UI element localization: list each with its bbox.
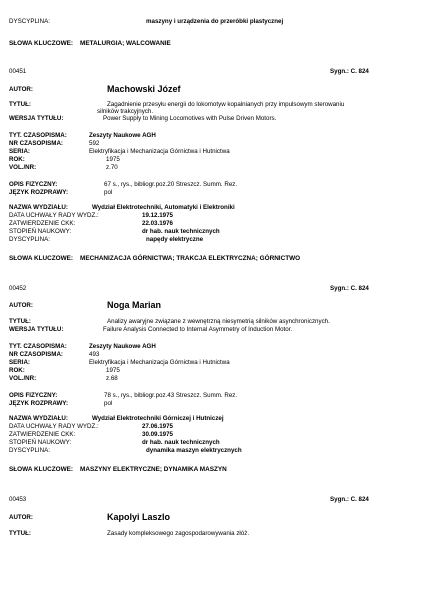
ckk-approval: 30.09.1975 — [142, 431, 173, 438]
volume-label: VOL./NR: — [9, 375, 37, 382]
dyscyplina-label: DYSCYPLINA: — [9, 18, 50, 25]
title-label: TYTUŁ: — [9, 530, 31, 537]
title-line-1: Zasady kompleksowego zagospodarowywania złóż. — [107, 530, 250, 537]
physical-description-label: OPIS FIZYCZNY: — [9, 181, 58, 188]
series-label: SERIA: — [9, 359, 30, 366]
ckk-approval-label: ZATWIERDZENIE CKK: — [9, 220, 76, 227]
journal-number-label: NR CZASOPISMA: — [9, 351, 63, 358]
year: 1975 — [106, 367, 120, 374]
physical-description: 67 s., rys., bibliogr.poz.20 Streszcz. Summ. Rez. — [104, 181, 238, 188]
keywords-value: MASZYNY ELEKTRYCZNE; DYNAMIKA MASZYN — [80, 466, 227, 473]
language: pol — [104, 400, 113, 407]
series: Elektryfikacja i Mechanizacja Górnictwa i Hutnictwa — [89, 148, 230, 155]
physical-description: 78 s., rys., bibliogr.poz.43 Streszcz. Summ. Rez. — [104, 392, 238, 399]
discipline-label: DYSCYPLINA: — [9, 447, 50, 454]
author-label: AUTOR: — [9, 514, 33, 521]
journal-title-label: TYT. CZASOPISMA: — [9, 343, 67, 350]
volume: z.70 — [106, 164, 118, 171]
title-label: TYTUŁ: — [9, 318, 31, 325]
language: pol — [104, 189, 113, 196]
language-label: JĘZYK ROZPRAWY: — [9, 189, 69, 196]
degree-label: STOPIEŃ NAUKOWY: — [9, 228, 72, 235]
physical-description-label: OPIS FIZYCZNY: — [9, 392, 58, 399]
language-label: JĘZYK ROZPRAWY: — [9, 400, 69, 407]
faculty-label: NAZWA WYDZIAŁU: — [9, 204, 68, 211]
title-line-1: Analizy awaryjne związane z wewnętrzną niesymetrią silników asynchronicznych. — [107, 318, 330, 325]
record-sygn: Sygn.: C. 824 — [330, 496, 369, 503]
faculty: Wydział Elektrotechniki, Automatyki i Elektroniki — [92, 204, 235, 211]
volume: z.68 — [106, 375, 118, 382]
faculty-label: NAZWA WYDZIAŁU: — [9, 415, 68, 422]
discipline: napędy elektryczne — [146, 236, 204, 243]
title-version-label: WERSJA TYTUŁU: — [9, 115, 64, 122]
degree: dr hab. nauk technicznych — [142, 228, 220, 235]
author-name: Noga Marian — [107, 300, 162, 310]
journal-number: 592 — [89, 140, 100, 147]
degree-label: STOPIEŃ NAUKOWY: — [9, 439, 72, 446]
discipline: dynamika maszyn elektrycznych — [146, 447, 242, 454]
journal-title: Zeszyty Naukowe AGH — [89, 132, 156, 139]
keywords-label: SŁOWA KLUCZOWE: — [9, 466, 74, 473]
council-date: 27.06.1975 — [142, 423, 173, 430]
journal-title-label: TYT. CZASOPISMA: — [9, 132, 67, 139]
author-name: Kapolyi Laszlo — [107, 512, 171, 522]
ckk-approval-label: ZATWIERDZENIE CKK: — [9, 431, 76, 438]
keywords-label: SŁOWA KLUCZOWE: — [9, 40, 74, 47]
author-label: AUTOR: — [9, 302, 33, 309]
faculty: Wydział Elektrotechniki Górniczej i Hutniczej — [92, 415, 224, 422]
journal-title: Zeszyty Naukowe AGH — [89, 343, 156, 350]
author-label: AUTOR: — [9, 86, 33, 93]
keywords-label: SŁOWA KLUCZOWE: — [9, 255, 74, 262]
year: 1975 — [106, 156, 120, 163]
series: Elektryfikacja i Mechanizacja Górnictwa i Hutnictwa — [89, 359, 230, 366]
title-line-2: silników trakcyjnych. — [97, 108, 154, 115]
degree: dr hab. nauk technicznych — [142, 439, 220, 446]
keywords-value: METALURGIA; WALCOWANIE — [80, 40, 171, 47]
journal-number: 493 — [89, 351, 100, 358]
journal-number-label: NR CZASOPISMA: — [9, 140, 63, 147]
council-date: 19.12.1975 — [142, 212, 173, 219]
title-label: TYTUŁ: — [9, 101, 31, 108]
title-version: Power Supply to Mining Locomotives with Pulse Driven Motors. — [103, 115, 277, 122]
record-sygn: Sygn.: C. 824 — [330, 68, 369, 75]
author-name: Machowski Józef — [107, 84, 181, 94]
ckk-approval: 22.03.1976 — [142, 220, 173, 227]
record-id: 00452 — [9, 285, 27, 292]
record-sygn: Sygn.: C. 824 — [330, 285, 369, 292]
title-line-1: Zagadnienie przesyłu energii do lokomotyw kopalnianych przy impulsowym sterowaniu — [107, 101, 345, 108]
year-label: ROK: — [9, 156, 25, 163]
keywords-value: MECHANIZACJA GÓRNICTWA; TRAKCJA ELEKTRYCZNA; GÓRNICTWO — [80, 255, 301, 262]
council-date-label: DATA UCHWAŁY RADY WYDZ.: — [9, 212, 99, 219]
dyscyplina-value: maszyny i urządzenia do przeróbki plastycznej — [146, 18, 284, 25]
series-label: SERIA: — [9, 148, 30, 155]
title-version: Failure Analysis Connected to Internal Asymmetry of Induction Motor. — [103, 326, 293, 333]
volume-label: VOL./NR: — [9, 164, 37, 171]
council-date-label: DATA UCHWAŁY RADY WYDZ.: — [9, 423, 99, 430]
year-label: ROK: — [9, 367, 25, 374]
discipline-label: DYSCYPLINA: — [9, 236, 50, 243]
title-version-label: WERSJA TYTUŁU: — [9, 326, 64, 333]
record-id: 00451 — [9, 68, 27, 75]
record-id: 00453 — [9, 496, 27, 503]
